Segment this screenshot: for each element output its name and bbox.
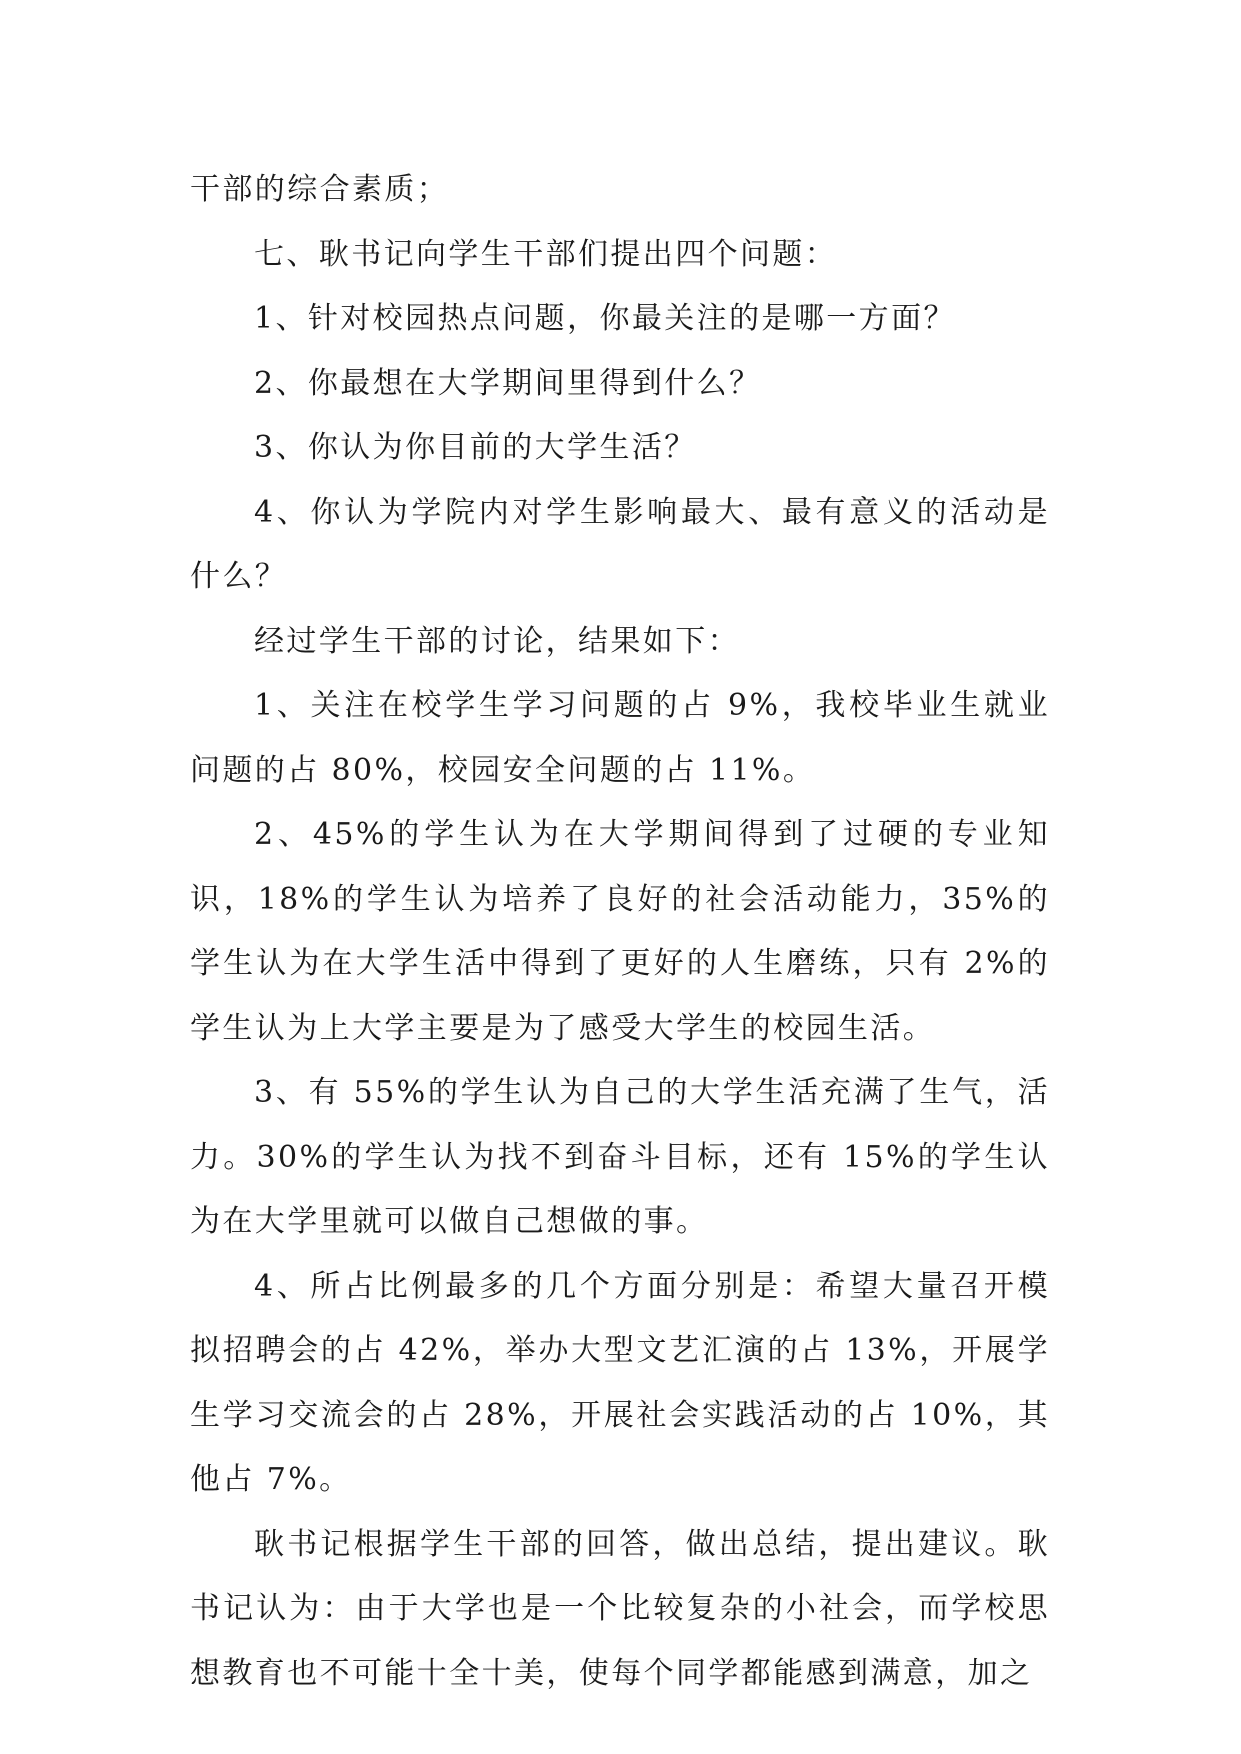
paragraph: 耿书记根据学生干部的回答，做出总结，提出建议。耿书记认为：由于大学也是一个比较复杂的小社会，而学校思想教育也不可能十全十美，使每个同学都能感到满意，加之 — [190, 1526, 1050, 1691]
paragraph: 2、45%的学生认为在大学期间得到了过硬的专业知识，18%的学生认为培养了良好的社会活动能力，35%的学生认为在大学生活中得到了更好的人生磨练，只有 2%的学生认为上大学主要是为了感受大学生的校园生活。 — [190, 817, 1050, 1046]
paragraph: 3、有 55%的学生认为自己的大学生活充满了生气，活力。30%的学生认为找不到奋斗目标，还有 15%的学生认为在大学里就可以做自己想做的事。 — [190, 1075, 1050, 1239]
paragraph: 4、你认为学院内对学生影响最大、最有意义的活动是什么？ — [190, 494, 1050, 594]
paragraph: 经过学生干部的讨论，结果如下： — [254, 623, 740, 659]
paragraph: 3、你认为你目前的大学生活？ — [254, 430, 697, 465]
paragraph: 2、你最想在大学期间里得到什么？ — [254, 365, 762, 401]
document-body — [190, 158, 1050, 1706]
paragraph: 干部的综合素质； — [190, 172, 450, 207]
paragraph: 1、针对校园热点问题，你最关注的是哪一方面？ — [254, 301, 956, 336]
paragraph: 1、关注在校学生学习问题的占 9%，我校毕业生就业问题的占 80%，校园安全问题的占 11%。 — [190, 688, 1050, 788]
paragraph: 七、耿书记向学生干部们提出四个问题： — [254, 236, 838, 272]
paragraph: 4、所占比例最多的几个方面分别是：希望大量召开模拟招聘会的占 42%，举办大型文艺汇演的占 13%，开展学生学习交流会的占 28%，开展社会实践活动的占 10%，其他占 7%。 — [190, 1268, 1050, 1497]
